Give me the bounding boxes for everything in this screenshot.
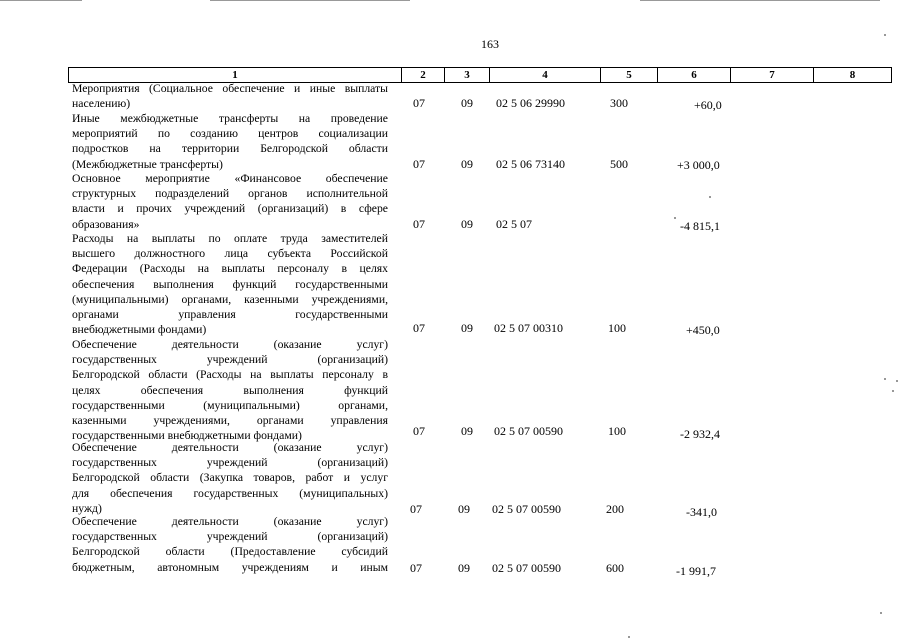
desc-line: органами управления государственными (72, 308, 388, 322)
header-col-4: 4 (490, 68, 601, 82)
row-description (72, 171, 388, 232)
scan-speck (628, 636, 630, 638)
desc-line: Белгородской области (Закупка товаров, работ и услуг (72, 471, 388, 485)
header-col-3: 3 (445, 68, 490, 82)
row-2-subsection: 09 (461, 157, 473, 171)
row-description (72, 81, 388, 111)
header-col-2: 2 (402, 68, 445, 82)
desc-line: Обеспечение деятельности (оказание услуг) (72, 338, 388, 351)
scan-speck (880, 612, 882, 614)
desc-line: государственных учреждений (организаций) (72, 456, 388, 470)
row-4-target: 02 5 07 00310 (494, 321, 563, 335)
desc-line: высшего должностного лица субъекта Российской (72, 247, 388, 261)
row-6-subsection: 09 (458, 502, 470, 516)
row-6-section: 07 (410, 502, 422, 516)
row-6-type: 200 (606, 502, 624, 516)
row-3-target: 02 5 07 (496, 217, 532, 231)
desc-line: Обеспечение деятельности (оказание услуг) (72, 515, 388, 528)
scan-speck (884, 378, 886, 380)
desc-line: населению) (72, 97, 131, 111)
row-7-section: 07 (410, 561, 422, 575)
row-5-target: 02 5 07 00590 (494, 424, 563, 438)
desc-line: Мероприятия (Социальное обеспечение и иные выплаты (72, 82, 388, 95)
desc-line: обеспечения выполнения функций государственными (72, 277, 388, 291)
row-description (72, 440, 388, 516)
row-7-amount: -1 991,7 (676, 564, 716, 578)
page-number: 163 (481, 37, 499, 51)
desc-line: для обеспечения государственных (муниципальных) (72, 486, 388, 500)
scan-speck (896, 380, 898, 382)
row-1-subsection: 09 (461, 96, 473, 110)
scan-speck (674, 217, 676, 219)
row-5-amount: -2 932,4 (680, 427, 720, 441)
desc-line: государственными внебюджетными фондами) (72, 429, 302, 443)
desc-line: подростков на территории Белгородской области (72, 142, 388, 156)
row-5-section: 07 (413, 424, 425, 438)
header-col-6: 6 (658, 68, 731, 82)
desc-line: образования» (72, 217, 140, 231)
desc-line: Основное мероприятие «Финансовое обеспечение (72, 172, 388, 185)
row-2-amount: +3 000,0 (677, 158, 720, 172)
desc-line: нужд) (72, 501, 102, 515)
desc-line: Белгородской области (Расходы на выплаты персоналу в (72, 368, 388, 382)
row-7-type: 600 (606, 561, 624, 575)
top-rule-mid (210, 0, 410, 1)
row-6-target: 02 5 07 00590 (492, 502, 561, 516)
row-4-type: 100 (608, 321, 626, 335)
row-description (72, 111, 388, 172)
header-col-1: 1 (69, 68, 402, 82)
desc-line: Обеспечение деятельности (оказание услуг) (72, 441, 388, 454)
scan-speck (892, 390, 894, 392)
desc-line: мероприятий по созданию центров социализации (72, 127, 388, 141)
row-description (72, 337, 388, 443)
scan-speck (884, 34, 886, 36)
row-2-type: 500 (610, 157, 628, 171)
row-4-section: 07 (413, 321, 425, 335)
top-rule-left (0, 0, 82, 1)
desc-line: власти и прочих учреждений (организаций) в сфере (72, 202, 388, 216)
row-2-target: 02 5 06 73140 (496, 157, 565, 171)
desc-line: Белгородской области (Предоставление субсидий (72, 545, 388, 559)
desc-line: государственных учреждений (организаций) (72, 530, 388, 544)
row-4-subsection: 09 (461, 321, 473, 335)
header-col-8: 8 (849, 69, 856, 81)
row-7-target: 02 5 07 00590 (492, 561, 561, 575)
header-col-5: 5 (601, 68, 658, 82)
scan-speck (709, 196, 711, 198)
desc-line: бюджетным, автономным учреждениям и иным (72, 560, 388, 574)
row-1-target: 02 5 06 29990 (496, 96, 565, 110)
desc-line: (Межбюджетные трансферты) (72, 157, 223, 171)
desc-line: внебюджетными фондами) (72, 323, 207, 337)
desc-line: Иные межбюджетные трансферты на проведение (72, 112, 388, 125)
desc-line: целях обеспечения выполнения функций (72, 383, 388, 397)
row-description (72, 514, 388, 575)
desc-line: государственными (муниципальными) органами, (72, 398, 388, 412)
row-3-amount: -4 815,1 (680, 219, 720, 233)
row-3-section: 07 (413, 217, 425, 231)
row-1-amount: +60,0 (694, 98, 722, 112)
desc-line: Федерации (Расходы на выплаты персоналу в целях (72, 262, 388, 276)
desc-line: казенными учреждениями, органами управления (72, 414, 388, 428)
row-5-type: 100 (608, 424, 626, 438)
row-6-amount: -341,0 (686, 505, 717, 519)
row-5-subsection: 09 (461, 424, 473, 438)
desc-line: Расходы на выплаты по оплате труда заместителей (72, 232, 388, 245)
desc-line: государственных учреждений (организаций) (72, 353, 388, 367)
row-4-amount: +450,0 (686, 323, 720, 337)
row-2-section: 07 (413, 157, 425, 171)
top-rule-right (640, 0, 880, 1)
header-col-7: 7 (731, 68, 814, 82)
row-7-subsection: 09 (458, 561, 470, 575)
desc-line: структурных подразделений органов исполнительной (72, 187, 388, 201)
row-description (72, 231, 388, 337)
desc-line: (муниципальными) органами, казенными учреждениями, (72, 292, 388, 306)
row-3-subsection: 09 (461, 217, 473, 231)
row-1-section: 07 (413, 96, 425, 110)
row-1-type: 300 (610, 96, 628, 110)
